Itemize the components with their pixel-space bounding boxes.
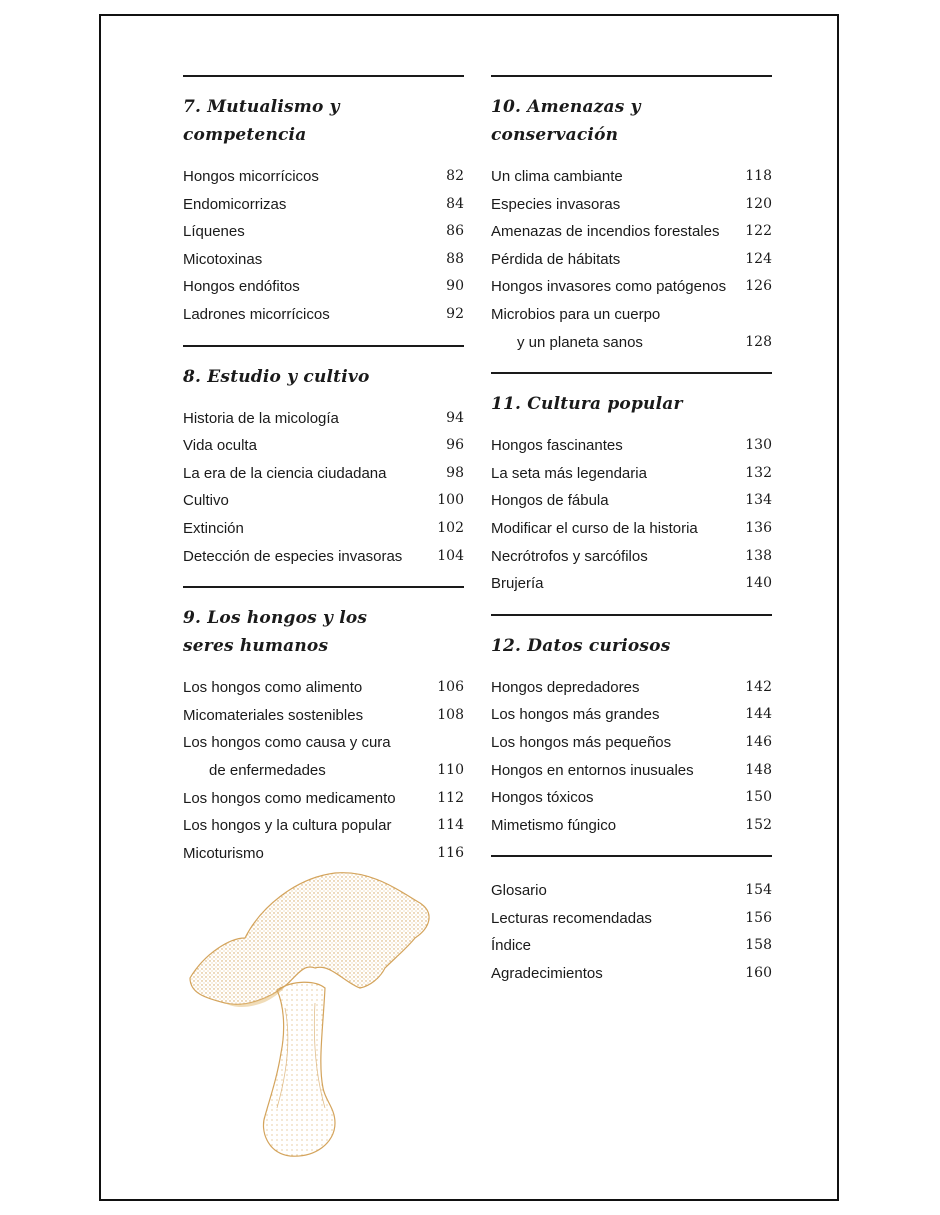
toc-column-right: [491, 75, 772, 988]
entry-page: 100: [437, 492, 464, 509]
entry-title: Hongos depredadores: [491, 678, 640, 696]
entry-title: Cultivo: [183, 492, 229, 510]
entry-list: [183, 405, 464, 571]
entry-page: 152: [745, 816, 772, 833]
entry-page: 136: [745, 519, 772, 536]
toc-entry[interactable]: [183, 515, 464, 543]
toc-entry[interactable]: [491, 674, 772, 702]
entry-title: Micotoxinas: [183, 250, 263, 268]
entry-title: Los hongos como causa y cura: [183, 734, 391, 752]
toc-entry[interactable]: [491, 273, 772, 301]
entry-page: 118: [745, 168, 772, 184]
entry-title: Historia de la micología: [183, 409, 339, 427]
section-heading: 9. Los hongos y los seres humanos: [183, 608, 368, 657]
entry-page: 132: [745, 464, 772, 481]
entry-title: Hongos invasores como patógenos: [491, 278, 727, 296]
entry-title: Modificar el curso de la historia: [491, 519, 698, 537]
entry-list: [491, 432, 772, 598]
entry-page: 96: [446, 437, 464, 454]
entry-title: Vida oculta: [183, 437, 257, 455]
entry-title: Hongos endófitos: [183, 278, 300, 296]
entry-title: de enfermedades: [209, 761, 326, 779]
entry-title: Amenazas de incendios forestales: [491, 223, 720, 241]
entry-title: Líquenes: [183, 223, 245, 241]
section-heading: 12. Datos curiosos: [491, 635, 671, 656]
entry-page: 146: [745, 733, 772, 750]
entry-page: 114: [437, 817, 464, 834]
entry-page: 102: [437, 519, 464, 536]
toc-entry[interactable]: [491, 301, 772, 329]
entry-page: 90: [446, 278, 464, 295]
entry-title: Micomateriales sostenibles: [183, 706, 364, 724]
toc-entry[interactable]: [491, 812, 772, 840]
toc-entry[interactable]: [491, 757, 772, 785]
toc-section-9: [183, 586, 464, 867]
toc-entry-continuation[interactable]: [491, 329, 772, 357]
entry-title: Los hongos como medicamento: [183, 789, 396, 807]
entry-title: Micoturismo: [183, 844, 264, 862]
entry-page: 126: [745, 278, 772, 295]
toc-entry[interactable]: [491, 460, 772, 488]
entry-page: 154: [745, 882, 772, 899]
entry-list: [183, 674, 464, 867]
entry-page: 124: [745, 250, 772, 267]
entry-title: Los hongos más grandes: [491, 706, 660, 724]
entry-page: 86: [446, 223, 464, 240]
section-heading: 7. Mutualismo y competencia: [183, 97, 340, 145]
entry-page: 98: [446, 464, 464, 481]
entry-page: 142: [745, 678, 772, 695]
toc-entry[interactable]: [491, 570, 772, 598]
toc-entry[interactable]: [491, 784, 772, 812]
toc-entry[interactable]: [183, 487, 464, 515]
entry-page: 156: [745, 909, 772, 926]
mushroom-illustration-icon: [185, 868, 435, 1168]
toc-entry[interactable]: [491, 246, 772, 274]
entry-title: Hongos micorrícicos: [183, 168, 319, 185]
toc-entry[interactable]: [183, 432, 464, 460]
entry-title: Endomicorrizas: [183, 195, 287, 213]
toc-entry[interactable]: [491, 701, 772, 729]
entry-title: Lecturas recomendadas: [491, 909, 652, 927]
entry-page: 148: [745, 761, 772, 778]
entry-page: 130: [745, 437, 772, 454]
entry-page: 82: [446, 168, 464, 184]
entry-page: 144: [745, 706, 772, 723]
entry-page: 140: [745, 575, 772, 592]
entry-page: 104: [437, 547, 464, 564]
entry-list: [491, 674, 772, 840]
toc-entry[interactable]: [491, 487, 772, 515]
section-heading: 10. Amenazas y conservación: [491, 97, 641, 145]
entry-title: Microbios para un cuerpo: [491, 305, 661, 323]
toc-section-backmatter: [491, 855, 772, 987]
entry-page: 134: [745, 492, 772, 509]
toc-entry-continuation[interactable]: [183, 757, 464, 785]
entry-page: 92: [446, 305, 464, 322]
entry-page: 160: [745, 965, 772, 982]
entry-title: Los hongos más pequeños: [491, 733, 672, 751]
entry-page: 128: [745, 333, 772, 350]
toc-entry[interactable]: [491, 191, 772, 219]
toc-entry[interactable]: [491, 905, 772, 933]
entry-title: Necrótrofos y sarcófilos: [491, 547, 648, 565]
toc-entry[interactable]: [183, 218, 464, 246]
section-heading: 11. Cultura popular: [491, 394, 683, 415]
entry-page: 106: [437, 679, 464, 696]
entry-page: 122: [745, 223, 772, 240]
entry-page: 150: [745, 789, 772, 806]
entry-page: 94: [446, 409, 464, 426]
entry-page: 108: [437, 706, 464, 723]
entry-title: Hongos tóxicos: [491, 789, 594, 807]
entry-title: Extinción: [183, 519, 244, 537]
entry-list: [183, 163, 464, 329]
toc-entry[interactable]: [183, 543, 464, 571]
toc-entry[interactable]: [491, 515, 772, 543]
entry-title: Hongos fascinantes: [491, 437, 623, 455]
entry-page: 112: [437, 789, 464, 806]
entry-title: Agradecimientos: [491, 965, 603, 983]
entry-title: Especies invasoras: [491, 195, 621, 213]
toc-entry[interactable]: [183, 405, 464, 433]
entry-title: y un planeta sanos: [517, 333, 643, 351]
toc-column-left: [183, 75, 464, 867]
entry-title: Hongos de fábula: [491, 492, 609, 510]
toc-entry[interactable]: [491, 432, 772, 460]
toc-entry[interactable]: [491, 218, 772, 246]
entry-title: Hongos en entornos inusuales: [491, 761, 694, 779]
toc-entry[interactable]: [183, 702, 464, 730]
toc-entry[interactable]: [183, 163, 464, 191]
entry-title: Glosario: [491, 882, 547, 900]
entry-title: Brujería: [491, 575, 544, 593]
entry-page: 138: [745, 547, 772, 564]
toc-entry[interactable]: [491, 163, 772, 191]
toc-entry[interactable]: [183, 674, 464, 702]
toc-entry[interactable]: [183, 729, 464, 757]
toc-entry[interactable]: [183, 191, 464, 219]
toc-entry[interactable]: [183, 812, 464, 840]
toc-section-11: [491, 372, 772, 614]
toc-entry[interactable]: [183, 246, 464, 274]
toc-section-10: [491, 75, 772, 372]
entry-title: Índice: [491, 937, 532, 955]
toc-entry[interactable]: [183, 301, 464, 329]
toc-entry[interactable]: [491, 932, 772, 960]
entry-list: [491, 873, 772, 987]
toc-section-8: [183, 345, 464, 587]
toc-entry[interactable]: [183, 840, 464, 868]
toc-entry[interactable]: [491, 729, 772, 757]
entry-title: Mimetismo fúngico: [491, 816, 617, 834]
entry-title: Detección de especies invasoras: [183, 547, 403, 565]
entry-page: 84: [446, 195, 464, 212]
section-heading: 8. Estudio y cultivo: [183, 366, 370, 387]
toc-section-7: [183, 75, 464, 345]
toc-section-12: [491, 614, 772, 856]
toc-entry[interactable]: [491, 543, 772, 571]
entry-title: Los hongos como alimento: [183, 679, 363, 697]
entry-list: [491, 163, 772, 356]
entry-page: 110: [437, 761, 464, 778]
toc-entry[interactable]: [491, 877, 772, 905]
entry-page: 120: [745, 195, 772, 212]
entry-title: La seta más legendaria: [491, 464, 647, 482]
entry-title: Los hongos y la cultura popular: [183, 817, 392, 835]
toc-entry[interactable]: [183, 460, 464, 488]
entry-title: Ladrones micorrícicos: [183, 305, 330, 323]
toc-entry[interactable]: [183, 273, 464, 301]
toc-entry[interactable]: [491, 960, 772, 988]
entry-page: 116: [437, 844, 464, 861]
entry-title: Pérdida de hábitats: [491, 250, 621, 268]
entry-title: La era de la ciencia ciudadana: [183, 464, 387, 482]
entry-page: 88: [446, 250, 464, 267]
entry-title: Un clima cambiante: [491, 168, 623, 185]
toc-entry[interactable]: [183, 785, 464, 813]
entry-page: 158: [745, 937, 772, 954]
